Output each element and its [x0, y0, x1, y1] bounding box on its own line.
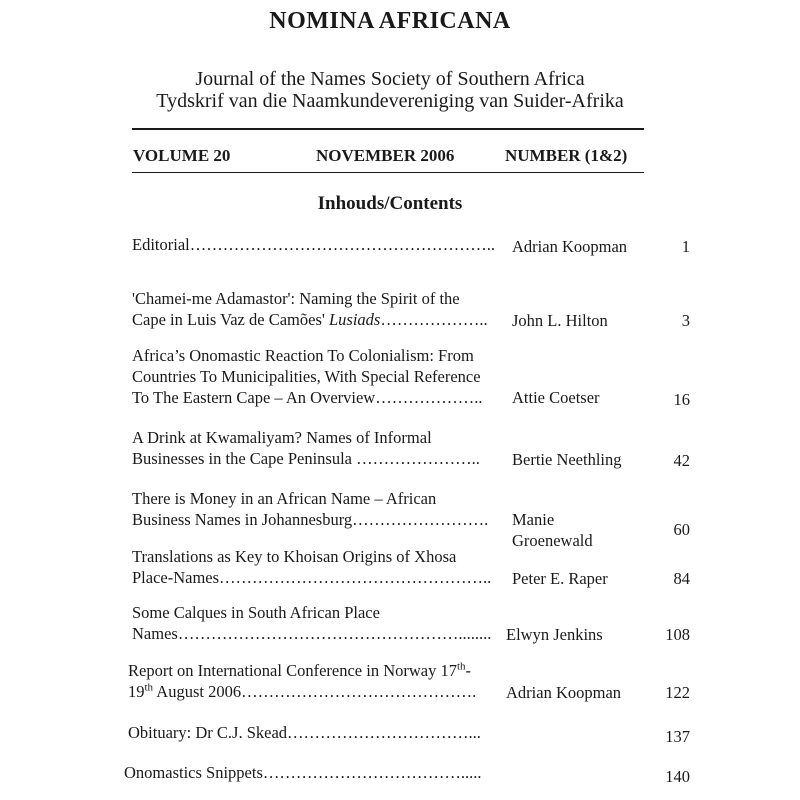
toc-entry-page: 84	[673, 569, 690, 588]
toc-entry-page: 1	[681, 237, 690, 256]
toc-entry-page: 122	[665, 683, 690, 702]
journal-subtitle-english: Journal of the Names Society of Southern Africa	[195, 68, 585, 90]
toc-entry-title: Africa’s Onomastic Reaction To Colonialism: From Countries To Municipalities, With Special Reference To The Eastern Cape – An Overview………………..	[132, 346, 483, 407]
toc-entry-page: 137	[665, 727, 690, 746]
toc-entry-author: Peter E. Raper	[512, 569, 608, 588]
toc-entry-title: Some Calques in South African Place Names……………………………………………........	[132, 603, 492, 643]
toc-entry-author: Manie Groenewald	[512, 510, 593, 550]
toc-entry-title: Obituary: Dr C.J. Skead……………………………...	[128, 723, 481, 742]
toc-entry-title: 'Chamei-me Adamastor': Naming the Spirit of the Cape in Luis Vaz de Camões' Lusiads………………..	[132, 289, 488, 329]
journal-title: NOMINA AFRICANA	[269, 8, 511, 34]
toc-entry-title: Report on International Conference in Norway 17th- 19th August 2006…………………………………….	[128, 660, 477, 701]
toc-entry-page: 3	[681, 311, 690, 330]
toc-entry-page: 42	[673, 451, 690, 470]
toc-entry-author: John L. Hilton	[512, 311, 608, 330]
toc-entry-page: 60	[673, 520, 690, 539]
toc-entry-author: Attie Coetser	[512, 388, 600, 407]
bottom-divider	[132, 172, 644, 173]
toc-entry-author: Adrian Koopman	[512, 237, 628, 256]
top-divider	[132, 128, 644, 130]
toc-entry-page: 108	[665, 625, 690, 644]
toc-entry-author: Elwyn Jenkins	[506, 625, 603, 644]
toc-entry-title: A Drink at Kwamaliyam? Names of Informal Businesses in the Cape Peninsula …………………..	[132, 428, 480, 468]
journal-subtitle-afrikaans: Tydskrif van die Naamkundevereniging van Suider-Afrika	[156, 90, 624, 112]
toc-entry-author: Adrian Koopman	[506, 683, 622, 702]
toc-entry-page: 140	[665, 767, 690, 786]
issue-number: NUMBER (1&2)	[505, 146, 628, 165]
toc-entry-title: Translations as Key to Khoisan Origins of Xhosa Place-Names…………………………………………..	[132, 547, 492, 587]
toc-entry-page: 16	[673, 390, 690, 409]
issue-date: NOVEMBER 2006	[316, 146, 455, 165]
toc-entry-title: Editorial………………………………………………..	[132, 235, 495, 254]
toc-entry-title: There is Money in an African Name – African Business Names in Johannesburg…………………….	[132, 489, 489, 529]
contents-heading: Inhouds/Contents	[317, 193, 463, 214]
toc-entry-author: Bertie Neethling	[512, 450, 622, 469]
toc-entry-title: Onomastics Snippets……………………………….....	[124, 763, 482, 782]
volume-label: VOLUME 20	[133, 146, 231, 165]
